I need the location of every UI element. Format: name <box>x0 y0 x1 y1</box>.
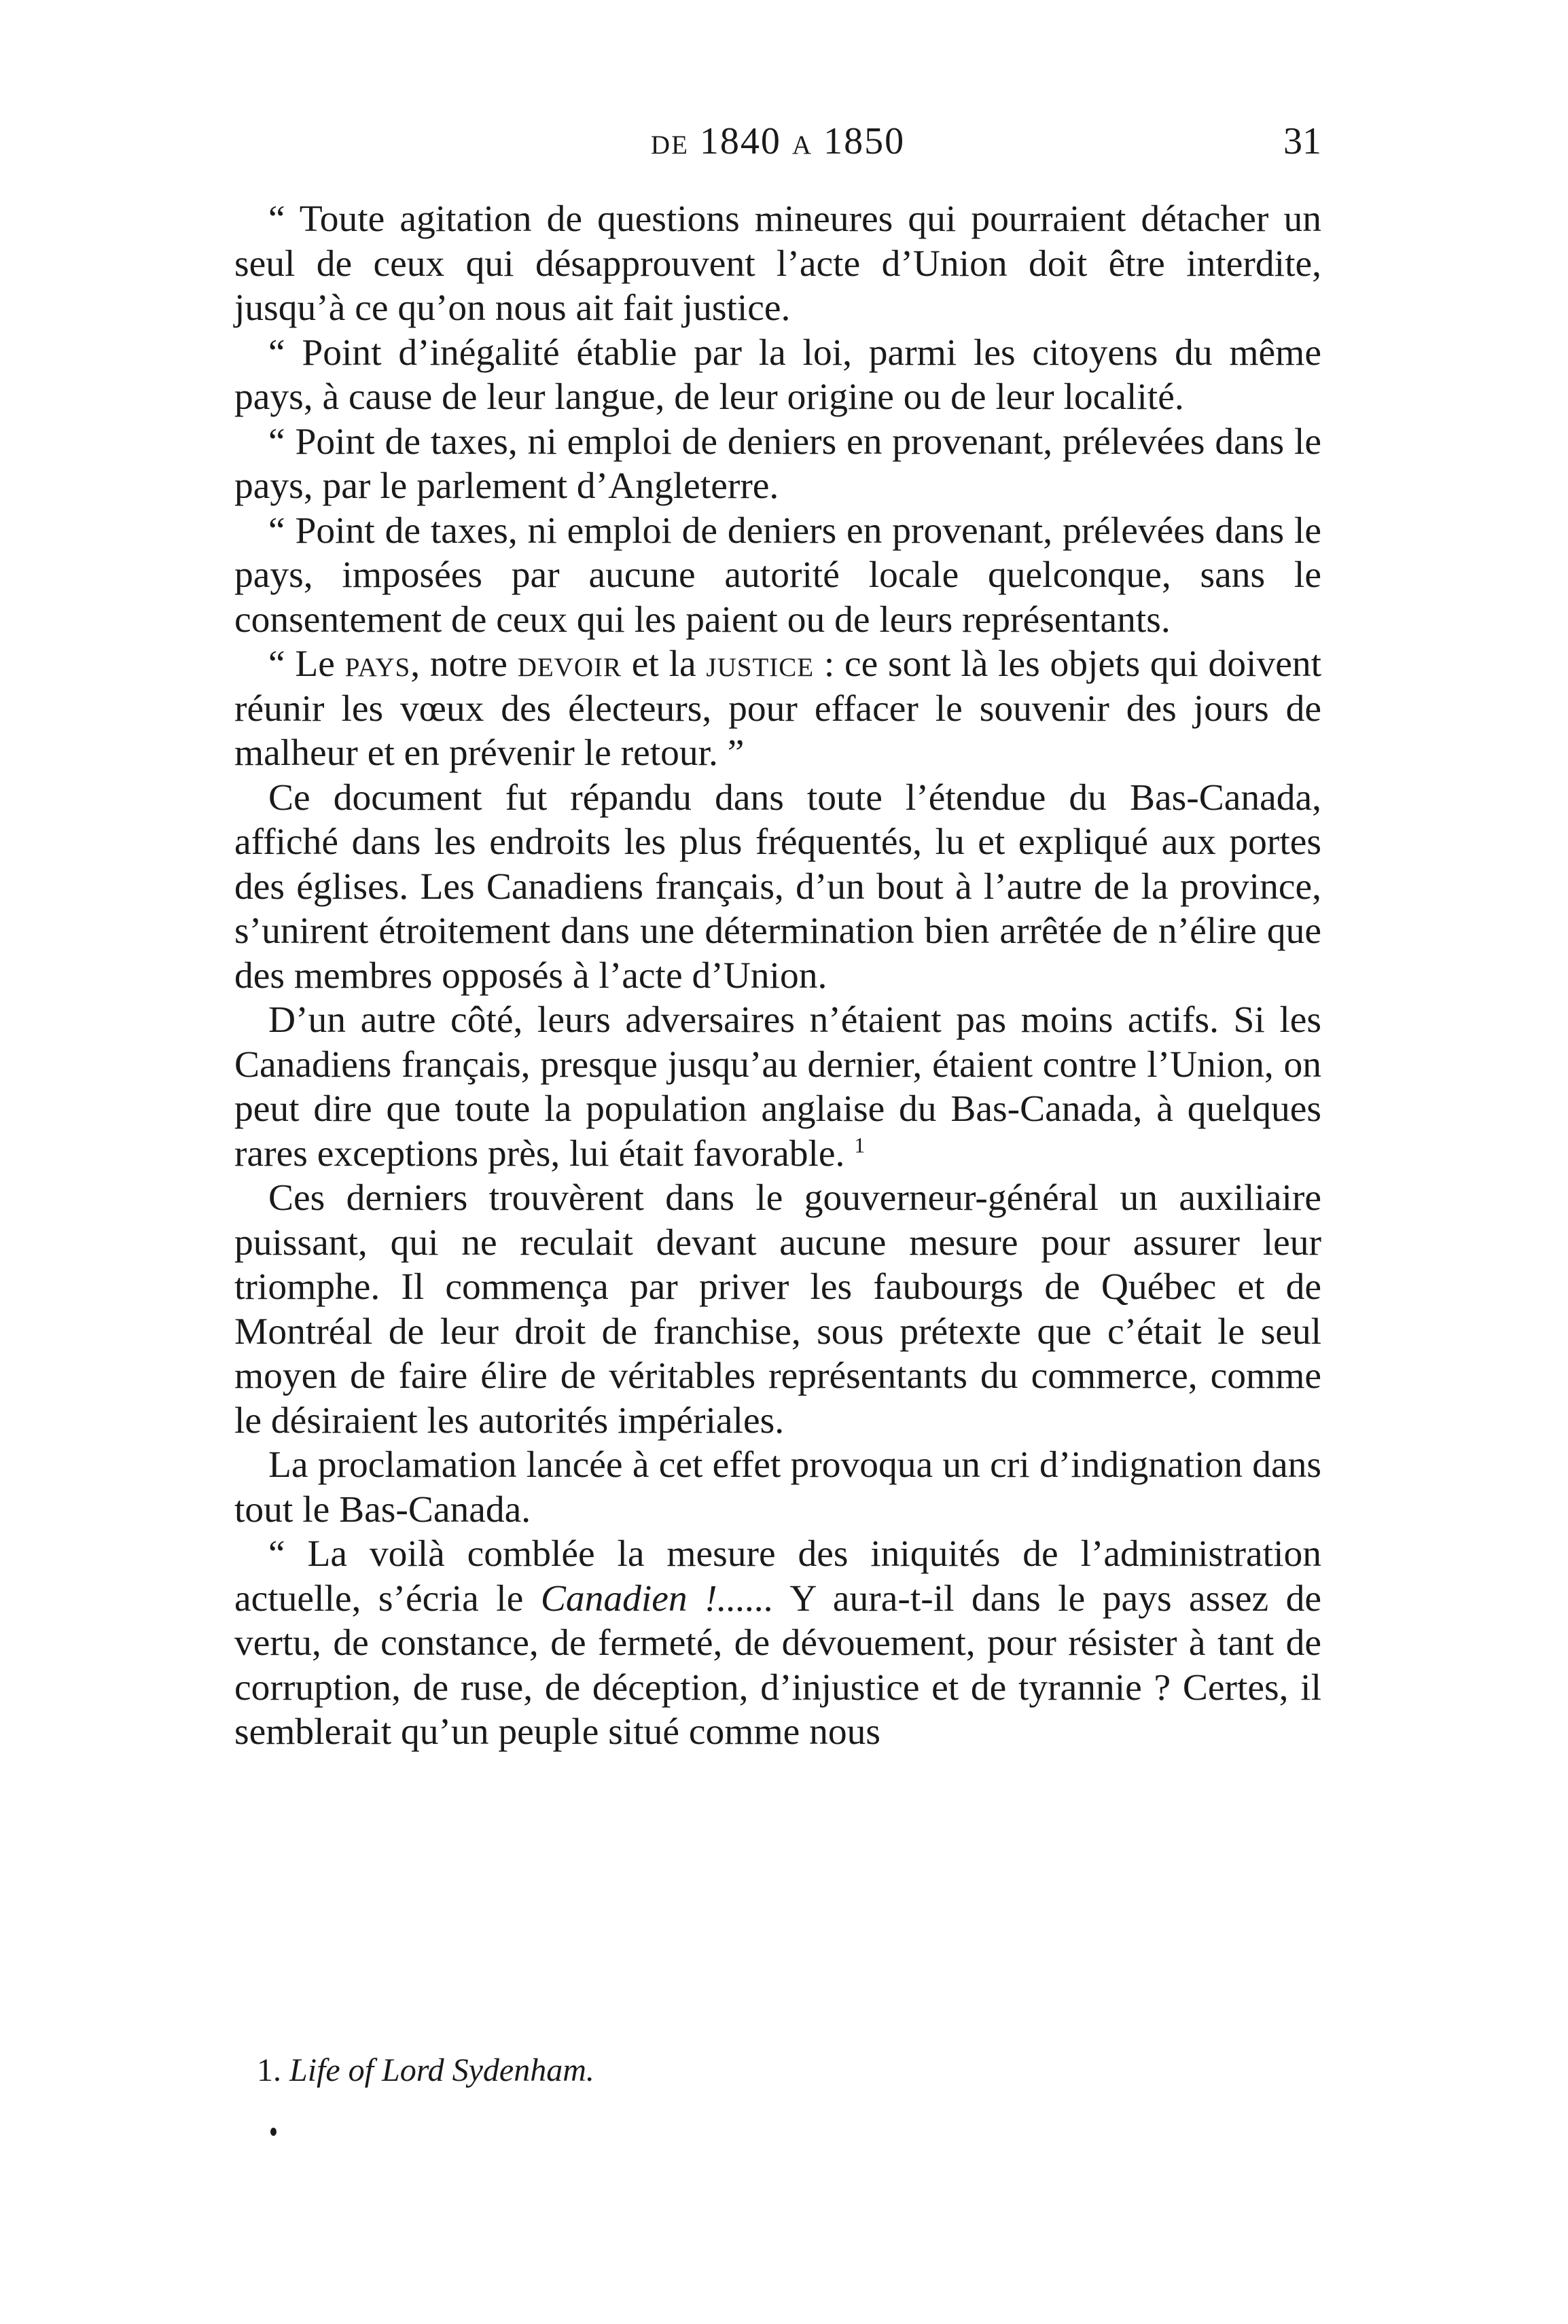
p10-start: “ La voilà comblée la mesure des iniquités de l’administration actuelle, s’écria le <box>234 1533 1321 1620</box>
word-justice: justice <box>706 643 815 685</box>
p5-mid2: et la <box>622 643 707 685</box>
p7-text: D’un autre côté, leurs adversaires n’étaient pas moins actifs. Si les Canadiens français, presque jusqu’au dernier, étaient contre l’Union, on peut dire que toute la population anglaise du Bas-Canada, à quelques rares exceptions près, lui était favorable. <box>234 999 1321 1175</box>
paragraph-gouverneur: Ces derniers trouvèrent dans le gouverneur-général un auxiliaire puissant, qui ne reculait devant aucune mesure pour assurer leur triomphe. Il commença par priver les faubourgs de Québec et de Montréal de leur droit de franchise, sous prétexte que c’était le seul moyen de faire élire de véritables représentants du commerce, comme le désiraient les autorités impériales. <box>234 1177 1321 1442</box>
paragraph-adversaires <box>234 998 1321 1176</box>
paragraph-agitation: “ Toute agitation de questions mineures qui pourraient détacher un seul de ceux qui désapprouvent l’acte d’Union doit être interdite, jusqu’à ce qu’on nous ait fait justice. <box>234 198 1321 329</box>
footnotes <box>257 2050 1276 2091</box>
footnote-number: 1. <box>257 2052 281 2088</box>
paragraph-proclamation: La proclamation lancée à cet effet provoqua un cri d’indignation dans tout le Bas-Canada. <box>234 1444 1321 1531</box>
page-number: 31 <box>1283 120 1321 162</box>
journal-title: Canadien <box>540 1577 688 1620</box>
p5-rest: : ce sont là les objets qui doivent réunir les vœux des électeurs, pour effacer le souvenir des jours de malheur et en prévenir le retour. ” <box>234 643 1322 774</box>
body-text <box>234 197 1321 1755</box>
running-title <box>234 120 1321 163</box>
paragraph-taxes-angleterre: “ Point de taxes, ni emploi de deniers en provenant, prélevées dans le pays, par le parlement d’Angleterre. <box>234 421 1321 507</box>
word-pays: pays <box>344 643 411 685</box>
paragraph-pays-devoir-justice <box>234 642 1321 776</box>
footnote-reference[interactable]: 1 <box>854 1132 866 1157</box>
running-title-years: 1840 a 1850 <box>699 120 906 162</box>
p5-mid1: , notre <box>410 643 518 685</box>
p5-open: “ Le <box>268 643 345 685</box>
ink-dot <box>270 2128 277 2136</box>
paragraph-document-repandu: Ce document fut répandu dans toute l’étendue du Bas-Canada, affiché dans les endroits les plus fréquentés, lu et expliqué aux portes des églises. Les Canadiens français, d’un bout à l’autre de la province, s’unirent étroitement dans une détermination bien arrêtée de n’élire que des membres opposés à l’acte d’Union. <box>234 776 1321 997</box>
footnote-title: Life of Lord Sydenham. <box>289 2052 594 2088</box>
word-devoir: devoir <box>517 643 622 685</box>
running-header <box>234 120 1321 174</box>
p10-rest: Y aura-t-il dans le pays assez de vertu, de constance, de fermeté, de dévouement, pour résister à tant de corruption, de ruse, de déception, d’injustice et de tyrannie ? Certes, il semblerait qu’un peuple situé comme nous <box>234 1577 1322 1753</box>
paragraph-taxes-locales: “ Point de taxes, ni emploi de deniers en provenant, prélevées dans le pays, imposées par aucune autorité locale quelconque, sans le consentement de ceux qui les paient ou de leurs représentants. <box>234 510 1321 641</box>
running-title-de: de <box>650 120 689 162</box>
paragraph-canadien-quote <box>234 1532 1321 1755</box>
paragraph-inegalite: “ Point d’inégalité établie par la loi, parmi les citoyens du même pays, à cause de leur langue, de leur origine ou de leur localité. <box>234 332 1321 418</box>
p10-ellipsis: !...... <box>687 1577 774 1620</box>
